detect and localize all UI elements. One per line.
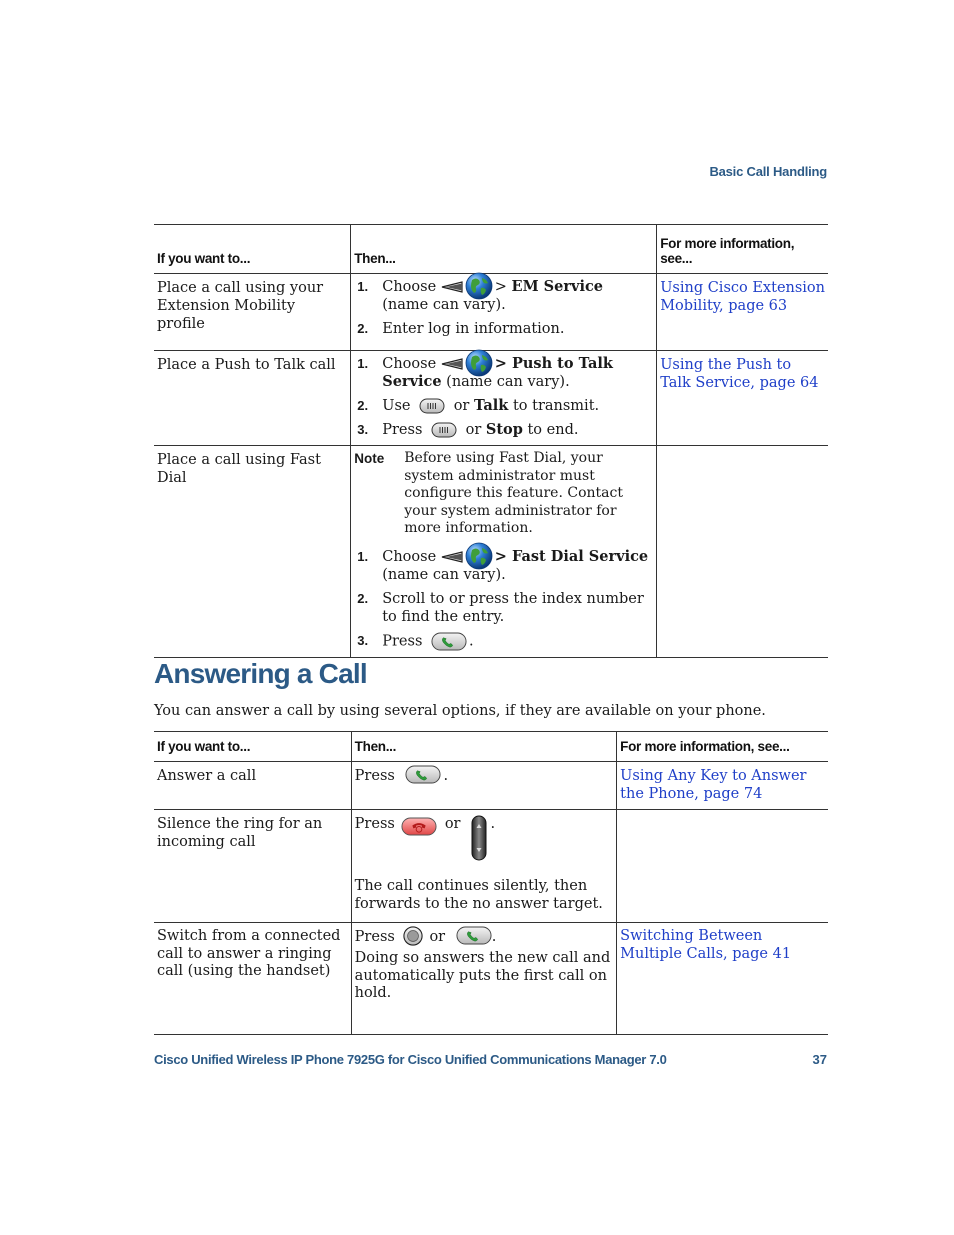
task-text: Place a Push to Talk call (157, 357, 336, 373)
step: 1. Choose > Push to Talk Service (name can vary). (354, 355, 653, 391)
step: 1. Choose > Fast Dial Service (name can vary). (351, 548, 653, 584)
step: 3. Press or Stop to end. (357, 421, 579, 438)
green-answer-key-icon (431, 632, 467, 651)
header-then: Then... (351, 225, 657, 274)
note-text: Before using Fast Dial, your system administrator must configure this feature. Contact your system administrator for more information. (404, 450, 623, 536)
step: 3. Press . (357, 632, 474, 649)
section-title: Answering a Call (154, 658, 367, 689)
link-switching-calls[interactable]: Switching Between Multiple Calls, page 41 (620, 928, 792, 962)
table-row (154, 446, 828, 658)
header-more-info: For more information, see... (660, 236, 795, 266)
globe-services-icon (465, 542, 493, 570)
select-button-icon (403, 926, 423, 946)
red-end-key-icon (401, 817, 437, 836)
task-text: Silence the ring for an incoming call (157, 816, 323, 850)
link-extension-mobility[interactable]: Using Cisco Extension Mobility, page 63 (660, 280, 826, 314)
push-to-talk-button-icon (419, 398, 445, 414)
running-head: Basic Call Handling (709, 164, 827, 179)
table-row (154, 274, 828, 351)
table-row (154, 351, 828, 446)
link-any-key-answer[interactable]: Using Any Key to Answer the Phone, page 74 (620, 768, 807, 802)
green-answer-key-icon (405, 765, 441, 784)
intro-text: You can answer a call by using several options, if they are available on your phone. (154, 703, 766, 719)
table-row: Silence the ring for an incoming call Press or . The call continues silently, then forwards to the no answer target. (154, 810, 828, 923)
call-features-table (154, 224, 828, 658)
task-text: Place a call using Fast Dial (157, 452, 321, 486)
footer-title: Cisco Unified Wireless IP Phone 7925G for Cisco Unified Communications Manager 7.0 (154, 1052, 667, 1067)
step: 2. Use or Talk to transmit. (357, 397, 600, 414)
task-text: Place a call using your Extension Mobility profile (157, 280, 324, 332)
task-text: Answer a call (157, 768, 257, 784)
nav-left-arrow-icon (441, 358, 463, 370)
globe-services-icon (465, 272, 493, 300)
step: 1. Choose > EM Service (name can vary). (354, 278, 653, 314)
table-header-row (154, 225, 828, 274)
answering-table (154, 731, 828, 1035)
step: 2. Enter log in information. (357, 321, 565, 337)
step: 2. Scroll to or press the index number to find the entry. (357, 590, 644, 625)
result-text: Doing so answers the new call and automatically puts the first call on hold. (354, 950, 611, 1001)
nav-left-arrow-icon (441, 281, 463, 293)
green-answer-key-icon (456, 926, 492, 945)
page-number: 37 (812, 1052, 827, 1067)
table-row: Switch from a connected call to answer a ringing call (using the handset) Press or . Doing so answers the new call and automatically puts the first call on hold. Switching Between Multiple Calls, page 41 (154, 923, 828, 1035)
table-header-row (154, 732, 828, 762)
link-push-to-talk[interactable]: Using the Push to Talk Service, page 64 (660, 357, 819, 391)
result-text: The call continues silently, then forwards to the no answer target. (354, 878, 603, 912)
note-label: Note (354, 451, 385, 466)
task-text: Switch from a connected call to answer a ringing call (using the handset) (157, 928, 341, 979)
header-more-info: For more information, see... (620, 739, 790, 754)
header-task: If you want to... (154, 225, 351, 274)
table-row: Answer a call Press . Using Any Key to Answer the Phone, page 74 (154, 762, 828, 810)
push-to-talk-button-icon (431, 422, 457, 438)
nav-left-arrow-icon (441, 551, 463, 563)
globe-services-icon (465, 349, 493, 377)
volume-rocker-icon (471, 815, 487, 861)
header-task: If you want to... (154, 732, 351, 762)
header-then: Then... (351, 732, 616, 762)
note (351, 450, 653, 538)
